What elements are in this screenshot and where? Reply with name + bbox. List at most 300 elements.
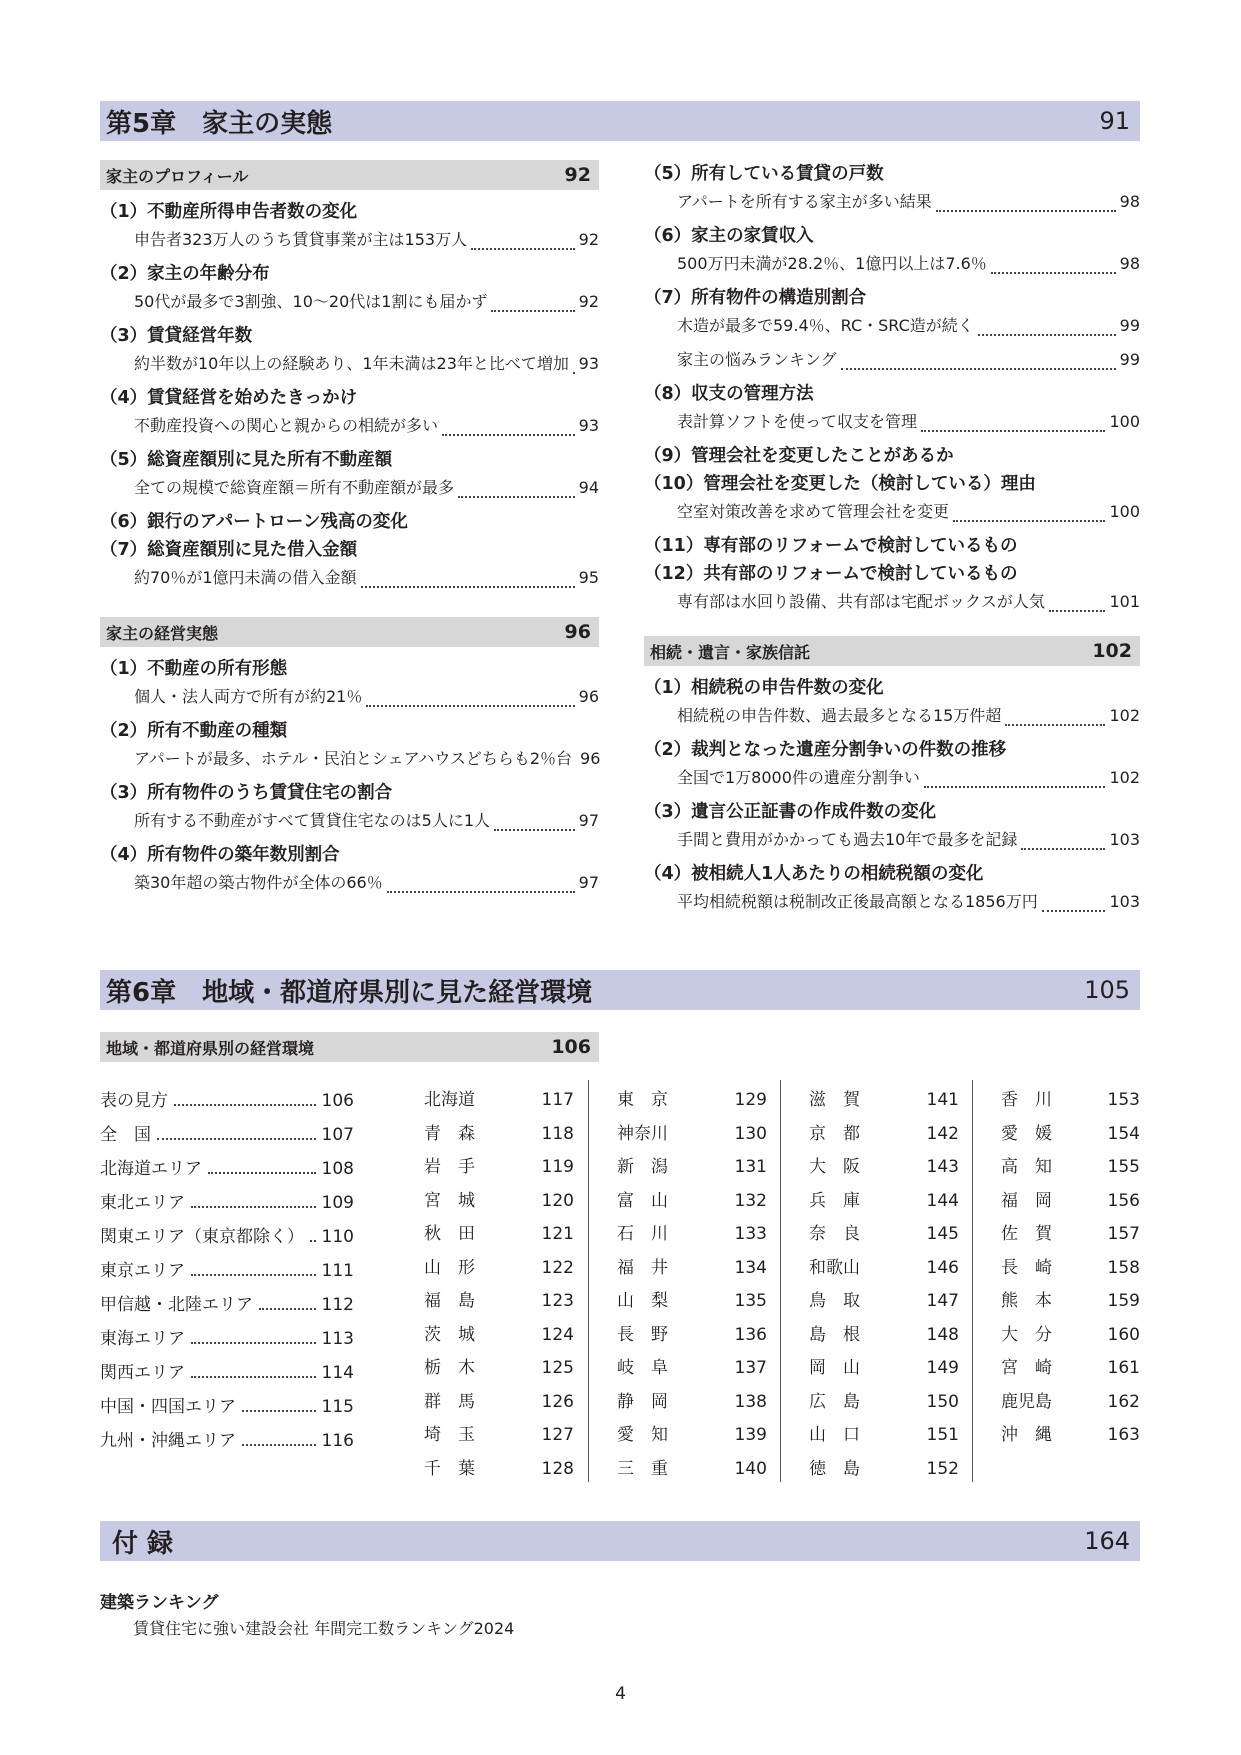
prefecture-page: 118 — [541, 1123, 574, 1144]
prefecture-entry — [424, 1352, 574, 1386]
toc-entry-page: 93 — [578, 354, 599, 373]
toc-entry — [100, 807, 599, 841]
prefecture-name: 茨 城 — [424, 1324, 475, 1345]
prefecture-page: 138 — [734, 1391, 767, 1412]
prefecture-entry — [617, 1118, 767, 1152]
prefecture-name: 福 島 — [424, 1291, 475, 1311]
toc-entry-page: 101 — [1109, 592, 1140, 611]
prefecture-name: 大 分 — [1001, 1324, 1052, 1345]
toc-entry — [644, 312, 1140, 346]
region-list — [100, 1084, 354, 1458]
prefecture-entry — [424, 1218, 574, 1252]
region-entry — [100, 1356, 354, 1390]
region-page: 109 — [321, 1193, 354, 1213]
toc-entry-text: 申告者323万人のうち賃貸事業が主は153万人 — [134, 230, 468, 249]
appendix-header — [100, 1521, 1140, 1561]
toc-entry — [100, 869, 599, 903]
prefecture-entry — [1001, 1185, 1140, 1219]
region-page: 112 — [321, 1295, 354, 1315]
prefecture-name: 熊 本 — [1001, 1291, 1052, 1311]
toc-heading: （4）被相続人1人あたりの相続税額の変化 — [644, 864, 984, 884]
region-page: 106 — [321, 1091, 354, 1111]
chapter-title: 第5章 家主の実態 — [106, 108, 333, 139]
prefecture-entry — [809, 1419, 959, 1453]
prefecture-entry — [617, 1185, 767, 1219]
prefecture-name: 東 京 — [617, 1090, 668, 1110]
region-entry — [100, 1322, 354, 1356]
toc-entry-page: 98 — [1119, 192, 1140, 211]
prefecture-page: 136 — [734, 1324, 767, 1345]
prefecture-page: 154 — [1107, 1123, 1140, 1144]
prefecture-name: 山 形 — [424, 1257, 475, 1278]
region-page: 107 — [321, 1125, 354, 1145]
leader-dots — [310, 1220, 316, 1242]
prefecture-page: 141 — [926, 1090, 959, 1110]
column-divider — [780, 1080, 781, 1482]
toc-heading: （2）裁判となった遺産分割争いの件数の推移 — [644, 740, 1007, 760]
prefecture-name: 奈 良 — [809, 1224, 860, 1244]
toc-entry-text: アパートを所有する家主が多い結果 — [677, 192, 932, 211]
toc-heading: （7）総資産額別に見た借入金額 — [100, 540, 358, 560]
toc-entry-page: 100 — [1109, 502, 1140, 521]
prefecture-name: 和歌山 — [809, 1257, 860, 1278]
toc-entry — [100, 683, 599, 717]
prefecture-page: 119 — [541, 1157, 574, 1177]
leader-dots — [157, 1118, 316, 1140]
prefecture-column-3 — [809, 1084, 959, 1486]
region-name: 全 国 — [100, 1125, 151, 1145]
toc-entry-page: 103 — [1109, 892, 1140, 911]
prefecture-name: 香 川 — [1001, 1090, 1052, 1110]
prefecture-entry — [809, 1084, 959, 1118]
toc-entry-page: 100 — [1109, 412, 1140, 431]
leader-dots — [259, 1288, 316, 1310]
prefecture-name: 埼 玉 — [424, 1425, 475, 1445]
prefecture-name: 秋 田 — [424, 1224, 475, 1244]
section-page: 92 — [564, 164, 591, 186]
prefecture-page: 153 — [1107, 1090, 1140, 1110]
leader-dots — [494, 807, 575, 831]
region-entry — [100, 1152, 354, 1186]
prefecture-page: 151 — [926, 1425, 959, 1445]
toc-entry-text: 木造が最多で59.4％、RC・SRC造が続く — [677, 316, 974, 335]
prefecture-entry — [1001, 1151, 1140, 1185]
region-entry — [100, 1288, 354, 1322]
prefecture-entry — [617, 1386, 767, 1420]
prefecture-page: 139 — [734, 1425, 767, 1445]
leader-dots — [387, 869, 575, 893]
prefecture-entry — [617, 1352, 767, 1386]
prefecture-entry — [1001, 1218, 1140, 1252]
toc-entry-page: 92 — [578, 292, 599, 311]
prefecture-entry — [424, 1386, 574, 1420]
toc-heading: （12）共有部のリフォームで検討しているもの — [644, 564, 1018, 584]
prefecture-name: 沖 縄 — [1001, 1425, 1052, 1445]
prefecture-entry — [424, 1084, 574, 1118]
prefecture-entry — [617, 1151, 767, 1185]
leader-dots — [361, 564, 575, 588]
toc-entry-page: 96 — [578, 687, 599, 706]
prefecture-entry — [424, 1453, 574, 1487]
leader-dots — [242, 1390, 316, 1412]
region-name: 中国・四国エリア — [100, 1397, 236, 1417]
toc-entry — [644, 702, 1140, 736]
prefecture-page: 143 — [926, 1157, 959, 1177]
prefecture-entry — [424, 1285, 574, 1319]
leader-dots — [191, 1322, 316, 1344]
prefecture-entry — [617, 1285, 767, 1319]
region-page: 111 — [321, 1261, 354, 1281]
prefecture-page: 127 — [541, 1425, 574, 1445]
section-title: 相続・遺言・家族信託 — [650, 642, 811, 662]
prefecture-name: 福 岡 — [1001, 1190, 1052, 1211]
toc-entry — [644, 408, 1140, 442]
leader-dots — [924, 764, 1106, 788]
toc-entry-text: 手間と費用がかかっても過去10年で最多を記録 — [677, 830, 1018, 849]
prefecture-name: 徳 島 — [809, 1458, 860, 1479]
toc-heading: （6）銀行のアパートローン残高の変化 — [100, 512, 408, 532]
prefecture-entry — [617, 1084, 767, 1118]
toc-heading: （7）所有物件の構造別割合 — [644, 288, 867, 308]
prefecture-entry — [809, 1352, 959, 1386]
region-name: 九州・沖縄エリア — [100, 1431, 236, 1451]
region-name: 北海道エリア — [100, 1159, 202, 1179]
section-title: 家主のプロフィール — [106, 166, 249, 186]
prefecture-page: 146 — [926, 1257, 959, 1278]
section-page: 106 — [551, 1036, 591, 1058]
prefecture-entry — [617, 1319, 767, 1353]
prefecture-page: 145 — [926, 1224, 959, 1244]
leader-dots — [471, 226, 575, 250]
leader-dots — [208, 1152, 316, 1174]
prefecture-entry — [617, 1419, 767, 1453]
prefecture-name: 富 山 — [617, 1190, 668, 1211]
region-page: 114 — [321, 1363, 354, 1383]
prefecture-entry — [424, 1118, 574, 1152]
prefecture-page: 122 — [541, 1257, 574, 1278]
prefecture-entry — [809, 1218, 959, 1252]
prefecture-page: 157 — [1107, 1224, 1140, 1244]
prefecture-page: 123 — [541, 1291, 574, 1311]
leader-dots — [991, 250, 1116, 274]
leader-dots — [1005, 702, 1105, 726]
toc-entry-text: 500万円未満が28.2％、1億円以上は7.6％ — [677, 254, 987, 273]
toc-heading: （11）専有部のリフォームで検討しているもの — [644, 536, 1018, 556]
prefecture-name: 宮 崎 — [1001, 1358, 1052, 1378]
section-title: 地域・都道府県別の経営環境 — [106, 1038, 315, 1058]
prefecture-page: 162 — [1107, 1391, 1140, 1412]
prefecture-name: 鳥 取 — [809, 1291, 860, 1311]
toc-entry — [644, 888, 1140, 922]
toc-entry-text: 全国で1万8000件の遺産分割争い — [677, 768, 920, 787]
prefecture-entry — [1001, 1319, 1140, 1353]
toc-entry-text: 家主の悩みランキング — [677, 350, 837, 369]
toc-heading: （3）所有物件のうち賃貸住宅の割合 — [100, 783, 393, 803]
region-entry — [100, 1118, 354, 1152]
toc-entry-page: 95 — [578, 568, 599, 587]
section-header-inheritance — [644, 636, 1140, 666]
section-header-profile — [100, 160, 599, 190]
section-page: 96 — [564, 621, 591, 643]
page-number: 4 — [615, 1684, 626, 1704]
toc-entry-text: 相続税の申告件数、過去最多となる15万件超 — [677, 706, 1002, 725]
region-page: 110 — [321, 1227, 354, 1247]
prefecture-name: 群 馬 — [424, 1391, 475, 1412]
prefecture-page: 155 — [1107, 1157, 1140, 1177]
region-name: 東海エリア — [100, 1329, 185, 1349]
toc-heading: （1）相続税の申告件数の変化 — [644, 678, 884, 698]
prefecture-page: 126 — [541, 1391, 574, 1412]
chapter-title: 第6章 地域・都道府県別に見た経営環境 — [106, 977, 593, 1008]
prefecture-name: 鹿児島 — [1001, 1391, 1052, 1412]
prefecture-name: 愛 媛 — [1001, 1123, 1052, 1144]
leader-dots — [921, 408, 1105, 432]
prefecture-name: 京 都 — [809, 1123, 860, 1144]
appendix-subtitle: 賃貸住宅に強い建設会社 年間完工数ランキング2024 — [133, 1619, 515, 1638]
prefecture-entry — [809, 1386, 959, 1420]
prefecture-page: 163 — [1107, 1425, 1140, 1445]
prefecture-name: 高 知 — [1001, 1157, 1052, 1177]
prefecture-entry — [424, 1151, 574, 1185]
prefecture-page: 120 — [541, 1190, 574, 1211]
prefecture-name: 長 崎 — [1001, 1257, 1052, 1278]
prefecture-entry — [1001, 1252, 1140, 1286]
toc-entry — [100, 288, 599, 322]
prefecture-page: 148 — [926, 1324, 959, 1345]
prefecture-entry — [1001, 1419, 1140, 1453]
region-name: 表の見方 — [100, 1091, 168, 1111]
toc-entry — [100, 474, 599, 508]
prefecture-page: 117 — [541, 1090, 574, 1110]
prefecture-entry — [809, 1319, 959, 1353]
leader-dots — [953, 498, 1105, 522]
toc-entry-page: 97 — [578, 873, 599, 892]
prefecture-page: 144 — [926, 1190, 959, 1211]
toc-heading: （5）所有している賃貸の戸数 — [644, 164, 884, 184]
toc-list-management — [100, 655, 599, 903]
leader-dots — [1049, 588, 1106, 612]
prefecture-entry — [1001, 1386, 1140, 1420]
region-name: 東北エリア — [100, 1193, 185, 1213]
leader-dots — [458, 474, 575, 498]
toc-entry-text: 約70％が1億円未満の借入金額 — [134, 568, 357, 587]
prefecture-page: 124 — [541, 1324, 574, 1345]
prefecture-page: 135 — [734, 1291, 767, 1311]
prefecture-page: 140 — [734, 1458, 767, 1479]
prefecture-name: 佐 賀 — [1001, 1224, 1052, 1244]
toc-entry — [644, 588, 1140, 622]
prefecture-column-1 — [424, 1084, 574, 1486]
prefecture-page: 137 — [734, 1358, 767, 1378]
region-entry — [100, 1084, 354, 1118]
region-name: 甲信越・北陸エリア — [100, 1295, 253, 1315]
prefecture-page: 147 — [926, 1291, 959, 1311]
toc-entry-text: 不動産投資への関心と親からの相続が多い — [134, 416, 439, 435]
leader-dots — [573, 350, 575, 374]
region-entry — [100, 1254, 354, 1288]
prefecture-name: 静 岡 — [617, 1391, 668, 1412]
prefecture-page: 128 — [541, 1458, 574, 1479]
toc-list-profile — [100, 198, 599, 598]
toc-entry — [644, 764, 1140, 798]
leader-dots — [191, 1356, 316, 1378]
toc-entry-page: 93 — [578, 416, 599, 435]
column-divider — [972, 1080, 973, 1482]
toc-entry — [644, 346, 1140, 380]
toc-list-inheritance — [644, 674, 1140, 922]
prefecture-name: 岡 山 — [809, 1358, 860, 1378]
prefecture-name: 三 重 — [617, 1458, 668, 1479]
prefecture-entry — [809, 1185, 959, 1219]
chapter-page: 91 — [1099, 107, 1130, 135]
prefecture-page: 149 — [926, 1358, 959, 1378]
prefecture-entry — [424, 1185, 574, 1219]
toc-entry-text: 表計算ソフトを使って収支を管理 — [677, 412, 918, 431]
toc-heading: （1）不動産の所有形態 — [100, 659, 288, 679]
toc-heading: （5）総資産額別に見た所有不動産額 — [100, 450, 393, 470]
prefecture-name: 栃 木 — [424, 1358, 475, 1378]
toc-entry-page: 103 — [1109, 830, 1140, 849]
toc-entry — [644, 188, 1140, 222]
prefecture-name: 青 森 — [424, 1123, 475, 1144]
toc-heading: （4）賃貸経営を始めたきっかけ — [100, 388, 358, 408]
toc-heading: （8）収支の管理方法 — [644, 384, 814, 404]
prefecture-entry — [1001, 1352, 1140, 1386]
leader-dots — [491, 288, 574, 312]
prefecture-entry — [424, 1252, 574, 1286]
toc-entry — [100, 350, 599, 384]
prefecture-entry — [424, 1419, 574, 1453]
toc-heading: （10）管理会社を変更した（検討している）理由 — [644, 474, 1036, 494]
prefecture-page: 129 — [734, 1090, 767, 1110]
prefecture-page: 130 — [734, 1123, 767, 1144]
prefecture-name: 岐 阜 — [617, 1358, 668, 1378]
toc-entry-text: 所有する不動産がすべて賃貸住宅なのは5人に1人 — [134, 811, 491, 830]
prefecture-page: 131 — [734, 1157, 767, 1177]
toc-entry-page: 99 — [1119, 316, 1140, 335]
prefecture-entry — [809, 1151, 959, 1185]
toc-entry — [644, 826, 1140, 860]
toc-entry-text: 全ての規模で総資産額＝所有不動産額が最多 — [134, 478, 455, 497]
prefecture-page: 132 — [734, 1190, 767, 1211]
prefecture-name: 島 根 — [809, 1324, 860, 1345]
prefecture-entry — [809, 1252, 959, 1286]
prefecture-page: 142 — [926, 1123, 959, 1144]
leader-dots — [978, 312, 1116, 336]
toc-list-right — [644, 160, 1140, 622]
toc-entry-page: 94 — [578, 478, 599, 497]
region-name: 関東エリア（東京都除く） — [100, 1227, 304, 1247]
prefecture-entry — [617, 1218, 767, 1252]
appendix-page: 164 — [1084, 1527, 1130, 1555]
section-header-management — [100, 617, 599, 647]
toc-entry-page: 102 — [1109, 768, 1140, 787]
prefecture-page: 121 — [541, 1224, 574, 1244]
region-entry — [100, 1390, 354, 1424]
leader-dots — [242, 1424, 316, 1446]
toc-entry-text: 約半数が10年以上の経験あり、1年未満は23年と比べて増加 — [134, 354, 569, 373]
prefecture-name: 新 潟 — [617, 1157, 668, 1177]
leader-dots — [174, 1084, 316, 1106]
toc-entry — [100, 226, 599, 260]
leader-dots — [936, 188, 1116, 212]
prefecture-entry — [809, 1118, 959, 1152]
prefecture-page: 134 — [734, 1257, 767, 1278]
region-entry — [100, 1220, 354, 1254]
prefecture-entry — [809, 1285, 959, 1319]
prefecture-page: 150 — [926, 1391, 959, 1412]
prefecture-page: 156 — [1107, 1190, 1140, 1211]
leader-dots — [191, 1186, 316, 1208]
toc-entry-text: 個人・法人両方で所有が約21％ — [134, 687, 363, 706]
prefecture-name: 山 梨 — [617, 1291, 668, 1311]
leader-dots — [1042, 888, 1106, 912]
section-title: 家主の経営実態 — [106, 623, 219, 643]
toc-entry-page: 97 — [578, 811, 599, 830]
toc-entry — [100, 745, 599, 779]
toc-heading: （1）不動産所得申告者数の変化 — [100, 202, 358, 222]
prefecture-name: 大 阪 — [809, 1157, 860, 1177]
prefecture-page: 125 — [541, 1358, 574, 1378]
appendix-heading: 建築ランキング — [100, 1593, 219, 1613]
toc-entry — [100, 564, 599, 598]
toc-entry-text: 50代が最多で3割強、10～20代は1割にも届かず — [134, 292, 488, 311]
prefecture-name: 千 葉 — [424, 1458, 475, 1479]
prefecture-entry — [1001, 1285, 1140, 1319]
prefecture-page: 152 — [926, 1458, 959, 1479]
region-page: 116 — [321, 1431, 354, 1451]
leader-dots — [366, 683, 574, 707]
prefecture-page: 159 — [1107, 1291, 1140, 1311]
prefecture-page: 160 — [1107, 1324, 1140, 1345]
leader-dots — [841, 346, 1116, 370]
prefecture-name: 北海道 — [424, 1090, 475, 1110]
toc-entry-text: 空室対策改善を求めて管理会社を変更 — [677, 502, 950, 521]
region-page: 113 — [321, 1329, 354, 1349]
prefecture-column-2 — [617, 1084, 767, 1486]
leader-dots — [442, 412, 575, 436]
chapter-6-header — [100, 970, 1140, 1010]
prefecture-name: 宮 城 — [424, 1190, 475, 1211]
leader-dots — [191, 1254, 316, 1276]
prefecture-name: 岩 手 — [424, 1157, 475, 1177]
prefecture-page: 158 — [1107, 1257, 1140, 1278]
prefecture-name: 広 島 — [809, 1391, 860, 1412]
region-page: 108 — [321, 1159, 354, 1179]
prefecture-name: 福 井 — [617, 1257, 668, 1278]
toc-entry-text: 平均相続税額は税制改正後最高額となる1856万円 — [677, 892, 1038, 911]
column-divider — [588, 1080, 589, 1482]
prefecture-entry — [1001, 1084, 1140, 1118]
toc-entry-page: 99 — [1119, 350, 1140, 369]
appendix-title: 付 録 — [112, 1528, 174, 1559]
region-entry — [100, 1186, 354, 1220]
leader-dots — [1021, 826, 1105, 850]
prefecture-name: 石 川 — [617, 1224, 668, 1244]
toc-entry-text: 専有部は水回り設備、共有部は宅配ボックスが人気 — [677, 592, 1045, 611]
section-page: 102 — [1092, 640, 1132, 662]
prefecture-entry — [809, 1453, 959, 1487]
prefecture-name: 愛 知 — [617, 1425, 668, 1445]
toc-heading: （3）遺言公正証書の作成件数の変化 — [644, 802, 937, 822]
toc-heading: （4）所有物件の築年数別割合 — [100, 845, 340, 865]
region-page: 115 — [321, 1397, 354, 1417]
toc-heading: （9）管理会社を変更したことがあるか — [644, 446, 954, 466]
toc-entry — [100, 412, 599, 446]
prefecture-entry — [617, 1252, 767, 1286]
chapter-page: 105 — [1084, 976, 1130, 1004]
region-name: 関西エリア — [100, 1363, 185, 1383]
